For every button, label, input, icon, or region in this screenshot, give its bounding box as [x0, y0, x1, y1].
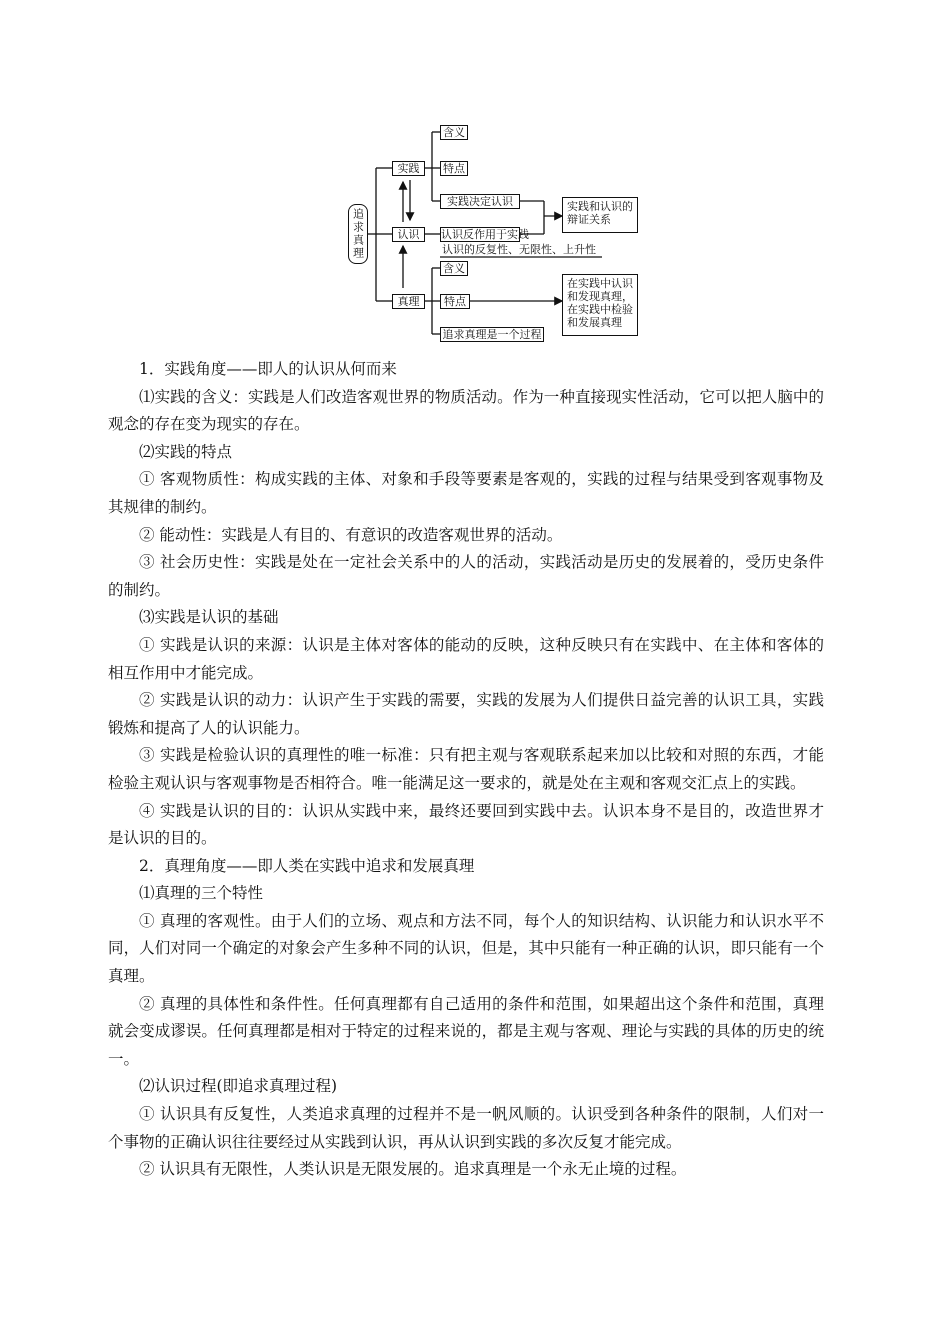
- subheading-practice-features: ⑵实践的特点: [139, 442, 233, 461]
- paragraph-motivation: ② 实践是认识的动力：认识产生于实践的需要，实践的发展为人们提供日益完善的认识工具，实践锻炼和提高了人的认识能力。: [108, 691, 824, 737]
- diagram-practice-decides: 实践决定认识: [440, 194, 520, 209]
- heading-truth: 2．真理角度——即人类在实践中追求和发展真理: [139, 856, 475, 875]
- paragraph-truth-specific: ② 真理的具体性和条件性。任何真理都有自己适用的条件和范围，如果超出这个条件和范围，真理就会变成谬误。任何真理都是相对于特定的过程来说的，都是主观与客观、理论与实践的具体的历史的统一。: [108, 994, 824, 1068]
- diagram-truth-process: 追求真理是一个过程: [440, 327, 544, 342]
- paragraph-repetition: ① 认识具有反复性，人类追求真理的过程并不是一帆风顺的。认识受到各种条件的限制，人们对一个事物的正确认识往往要经过从实践到认识，再从认识到实践的多次反复才能完成。: [108, 1105, 824, 1151]
- subheading-cognition-process: ⑵认识过程(即追求真理过程): [139, 1077, 338, 1096]
- diagram-result-truth: 在实践中认识和发现真理，在实践中检验和发展真理: [562, 274, 638, 336]
- paragraph-purpose: ④ 实践是认识的目的：认识从实践中来，最终还要回到实践中去。认识本身不是目的，改造世界才是认识的目的。: [108, 801, 824, 848]
- diagram-cognition-features: 认识的反复性、无限性、上升性: [442, 243, 596, 256]
- subheading-practice-basis: ⑶实践是认识的基础: [139, 608, 279, 627]
- diagram-node-cognition: 认识: [392, 227, 425, 242]
- diagram-node-truth: 真理: [392, 294, 425, 309]
- diagram-root: 追求真理: [348, 204, 368, 264]
- paragraph-objective-material: ① 客观物质性：构成实践的主体、对象和手段等要素是客观的，实践的过程与结果受到客观事物及其规律的制约。: [108, 470, 824, 516]
- diagram-truth-features: 特点: [440, 294, 470, 309]
- paragraph-practice-meaning: ⑴实践的含义：实践是人们改造客观世界的物质活动。作为一种直接现实性活动，它可以把人脑中的观念的存在变为现实的存在。: [108, 387, 824, 434]
- paragraph-source: ① 实践是认识的来源：认识是主体对客体的能动的反映，这种反映只有在实践中、在主体和客体的相互作用中才能完成。: [108, 635, 824, 682]
- document-body: [108, 356, 824, 1184]
- diagram-node-practice: 实践: [392, 161, 425, 176]
- paragraph-social-historical: ③ 社会历史性：实践是处在一定社会关系中的人的活动，实践活动是历史的发展着的，受历史条件的制约。: [108, 553, 824, 599]
- paragraph-initiative: ② 能动性：实践是人有目的、有意识的改造客观世界的活动。: [139, 525, 563, 544]
- paragraph-standard: ③ 实践是检验认识的真理性的唯一标准：只有把主观与客观联系起来加以比较和对照的东西，才能检验主观认识与客观事物是否相符合。唯一能满足这一要求的，就是处在主观和客观交汇点上的实践。: [108, 746, 824, 792]
- diagram-cognition-reacts: 认识反作用于实践: [441, 228, 529, 241]
- concept-diagram: [340, 118, 670, 350]
- diagram-practice-meaning: 含义: [440, 125, 468, 140]
- paragraph-infinity: ② 认识具有无限性，人类认识是无限发展的。追求真理是一个永无止境的过程。: [139, 1160, 687, 1179]
- diagram-truth-meaning: 含义: [440, 261, 468, 276]
- diagram-practice-features: 特点: [440, 161, 468, 176]
- heading-practice: 1．实践角度——即人的认识从何而来: [139, 360, 397, 378]
- subheading-truth-properties: ⑴真理的三个特性: [139, 884, 264, 903]
- diagram-result-dialectic: 实践和认识的辩证关系: [562, 197, 638, 233]
- paragraph-truth-objective: ① 真理的客观性。由于人们的立场、观点和方法不同，每个人的知识结构、认识能力和认识水平不同，人们对同一个确定的对象会产生多种不同的认识，但是，其中只能有一种正确的认识，即只能有一个真理。: [108, 911, 824, 986]
